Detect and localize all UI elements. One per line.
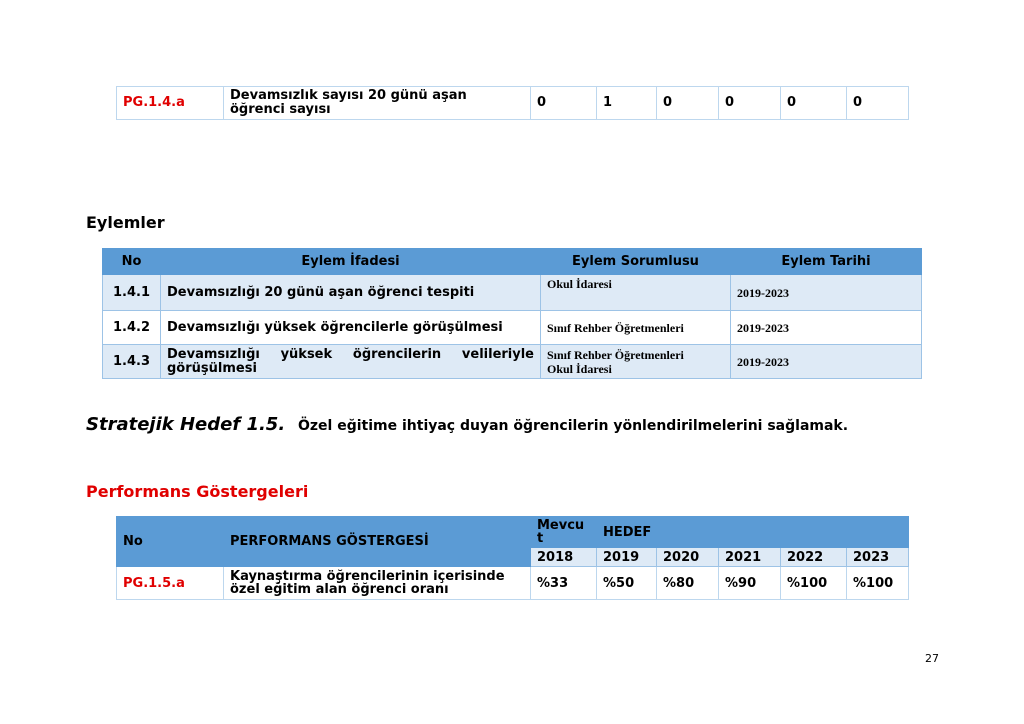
row-ifade: Devamsızlığı 20 günü aşan öğrenci tespiti [161,275,541,311]
year-cell: 2021 [719,548,781,567]
header-hedef: HEDEF [597,517,909,548]
value-cell: %100 [847,567,909,600]
value-cell: 0 [781,87,847,120]
stratejik-hedef-label: Stratejik Hedef 1.5. [86,414,286,435]
row-ifade-line2: görüşülmesi [167,360,257,376]
indicator-text: Kaynaştırma öğrencilerinin içerisinde özel eğitim alan öğrenci oranı [224,567,531,600]
indicator-code: PG.1.5.a [117,567,224,600]
page-number: 27 [925,652,939,665]
row-ifade-line1: Devamsızlığı yüksek öğrencilerin velileriyle [167,346,534,362]
table-header-row [103,249,922,275]
table-header-row [117,517,909,548]
indicator-text: Devamsızlık sayısı 20 günü aşan öğrenci sayısı [224,87,531,120]
row-ifade: Devamsızlığı yüksek öğrencilerle görüşülmesi [161,311,541,345]
top-indicator-table [116,86,909,120]
value-cell: 1 [597,87,657,120]
value-cell: %33 [531,567,597,600]
eylemler-heading: Eylemler [86,213,165,232]
row-no: 1.4.1 [103,275,161,311]
stratejik-hedef-text: Özel eğitime ihtiyaç duyan öğrencilerin yönlendirilmelerini sağlamak. [298,418,849,434]
row-sorumlu: Okul İdaresi [541,275,731,311]
value-cell: %80 [657,567,719,600]
value-cell: %90 [719,567,781,600]
row-no: 1.4.3 [103,345,161,379]
table-row [117,567,909,600]
row-sorumlu [541,345,731,379]
row-tarih: 2019-2023 [731,311,922,345]
header-sorumlu: Eylem Sorumlusu [541,249,731,275]
row-sorumlu: Sınıf Rehber Öğretmenleri [541,311,731,345]
row-tarih: 2019-2023 [731,275,922,311]
header-ifade: Eylem İfadesi [161,249,541,275]
year-cell: 2018 [531,548,597,567]
table-row [103,345,922,379]
table-row [117,87,909,120]
value-cell: 0 [719,87,781,120]
header-tarih: Eylem Tarihi [731,249,922,275]
row-sorumlu-line2: Okul İdaresi [547,361,612,376]
year-cell: 2023 [847,548,909,567]
value-cell: 0 [531,87,597,120]
value-cell: %100 [781,567,847,600]
value-cell: 0 [847,87,909,120]
eylemler-table [102,248,922,379]
value-cell: 0 [657,87,719,120]
header-no: No [117,517,224,567]
table-row [103,311,922,345]
performans-table [116,516,909,600]
year-cell: 2020 [657,548,719,567]
performans-heading: Performans Göstergeleri [86,482,309,501]
table-row [103,275,922,311]
value-cell: %50 [597,567,657,600]
indicator-code: PG.1.4.a [117,87,224,120]
year-cell: 2022 [781,548,847,567]
row-no: 1.4.2 [103,311,161,345]
row-sorumlu-line1: Sınıf Rehber Öğretmenleri [547,347,684,362]
header-gosterge: PERFORMANS GÖSTERGESİ [224,517,531,567]
header-mevcut: Mevcut [531,517,597,548]
row-tarih: 2019-2023 [731,345,922,379]
year-cell: 2019 [597,548,657,567]
header-no: No [103,249,161,275]
row-ifade [161,345,541,379]
